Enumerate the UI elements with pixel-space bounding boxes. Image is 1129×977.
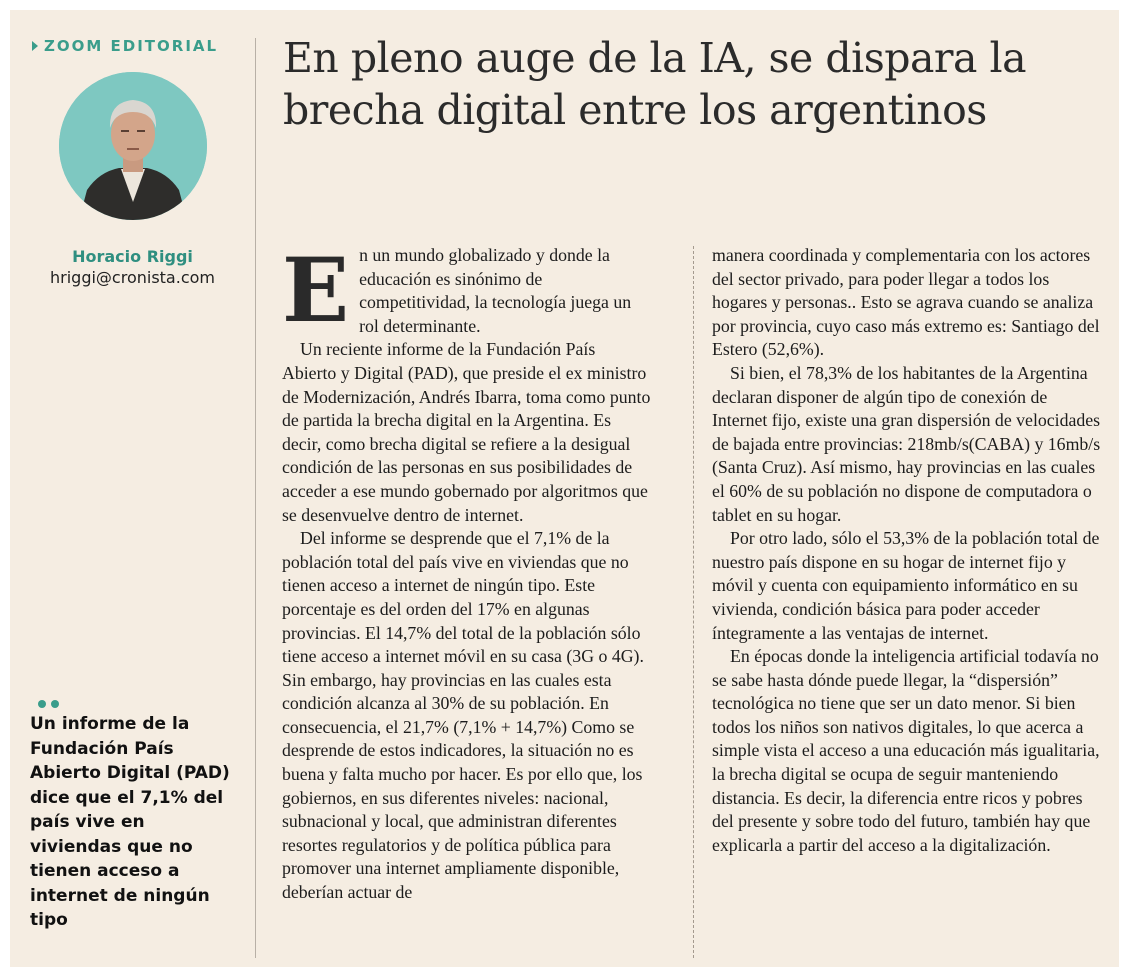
section-label [32, 37, 218, 55]
body-column-divider [693, 246, 694, 958]
body-paragraph: Por otro lado, sólo el 53,3% de la población total de nuestro país dispone en su hogar de internet fijo y móvil y cuenta con equipamiento informático en su vivienda, condición básica para poder acceder íntegramente a las ventajas de internet. [712, 528, 1100, 643]
body-paragraph: En épocas donde la inteligencia artificial todavía no se sabe hasta dónde puede llegar, la “dispersión” tecnológica no tiene que ser un dato menor. Si bien todos los niños son nativos digitales, lo que acerca a simple vista el acceso a una educación más igualitaria, la brecha digital se ocupa de seguir manteniendo distancia. Es decir, la diferencia entre ricos y pobres del presente y sobre todo del futuro, también hay que explicarla a partir del acceso a la digitalización. [712, 646, 1100, 855]
body-paragraph: manera coordinada y complementaria con los actores del sector privado, para poder llegar a todos los hogares y personas.. Esto se agrava cuando se analiza por provincia, cuyo caso más extremo es: Santiago del Estero (52,6%). [712, 245, 1100, 360]
section-label-text: ZOOM EDITORIAL [44, 37, 219, 55]
body-paragraph: Del informe se desprende que el 7,1% de la población total del país vive en viviendas que no tienen acceso a internet de ningún tipo. Este porcentaje es del orden del 17% en algunas provincias. El 14,7% del total de la población sólo tiene acceso a internet móvil en su casa (3G o 4G). Sin embargo, hay provincias en las cuales esta condición alcanza al 30% de su población. En consecuencia, el 21,7% (7,1% + 14,7%) Como se desprende de estos indicadores, la situación no es buena y falta mucho por hacer. Es por ello que, los gobiernos, en sus diferentes niveles: nacional, subnacional y local, que administran diferentes resortes regulatorios y de política pública para promover una internet ampliamente disponible, deberían actuar de [282, 528, 644, 903]
headline: En pleno auge de la IA, se dispara la brecha digital entre los argentinos [283, 34, 1027, 134]
pull-quote: Un informe de la Fundación País Abierto Digital (PAD) dice que el 7,1% del país vive en viviendas que no tienen acceso a internet de ningún tipo [30, 714, 230, 930]
author-email: hriggi@cronista.com [50, 268, 215, 287]
body-paragraph: Si bien, el 78,3% de los habitantes de la Argentina declaran disponer de algún tipo de conexión de Internet fijo, existe una gran dispersión de velocidades de bajada entre provincias: 218mb/s(CABA) y 16mb/s (Santa Cruz). Así mismo, hay provincias en las cuales el 60% de su población no dispone de computadora o tablet en su hogar. [712, 362, 1101, 525]
body-paragraph: En un mundo globalizado y donde la educación es sinónimo de competitividad, la tecnología juega un rol determinante. [282, 238, 632, 342]
body-paragraph: Un reciente informe de la Fundación País Abierto y Digital (PAD), que preside el ex ministro de Modernización, Andrés Ibarra, toma como punto de partida la brecha digital en la Argentina. Es decir, como brecha digital se refiere a la desigual condición de las personas en sus posibilidades de acceder a ese mundo gobernado por algoritmos que se desenvuelve dentro de internet. [282, 339, 651, 525]
author-portrait-icon [59, 72, 207, 220]
column-divider [255, 38, 256, 958]
author-name: Horacio Riggi [72, 247, 193, 266]
newspaper-page [10, 10, 1119, 967]
drop-cap: E [282, 238, 350, 342]
body-column-2 [712, 244, 1104, 857]
pullquote-dots-icon [38, 700, 59, 708]
author-photo [59, 72, 207, 220]
triangle-right-icon [32, 41, 38, 51]
body-column-1 [282, 238, 652, 905]
